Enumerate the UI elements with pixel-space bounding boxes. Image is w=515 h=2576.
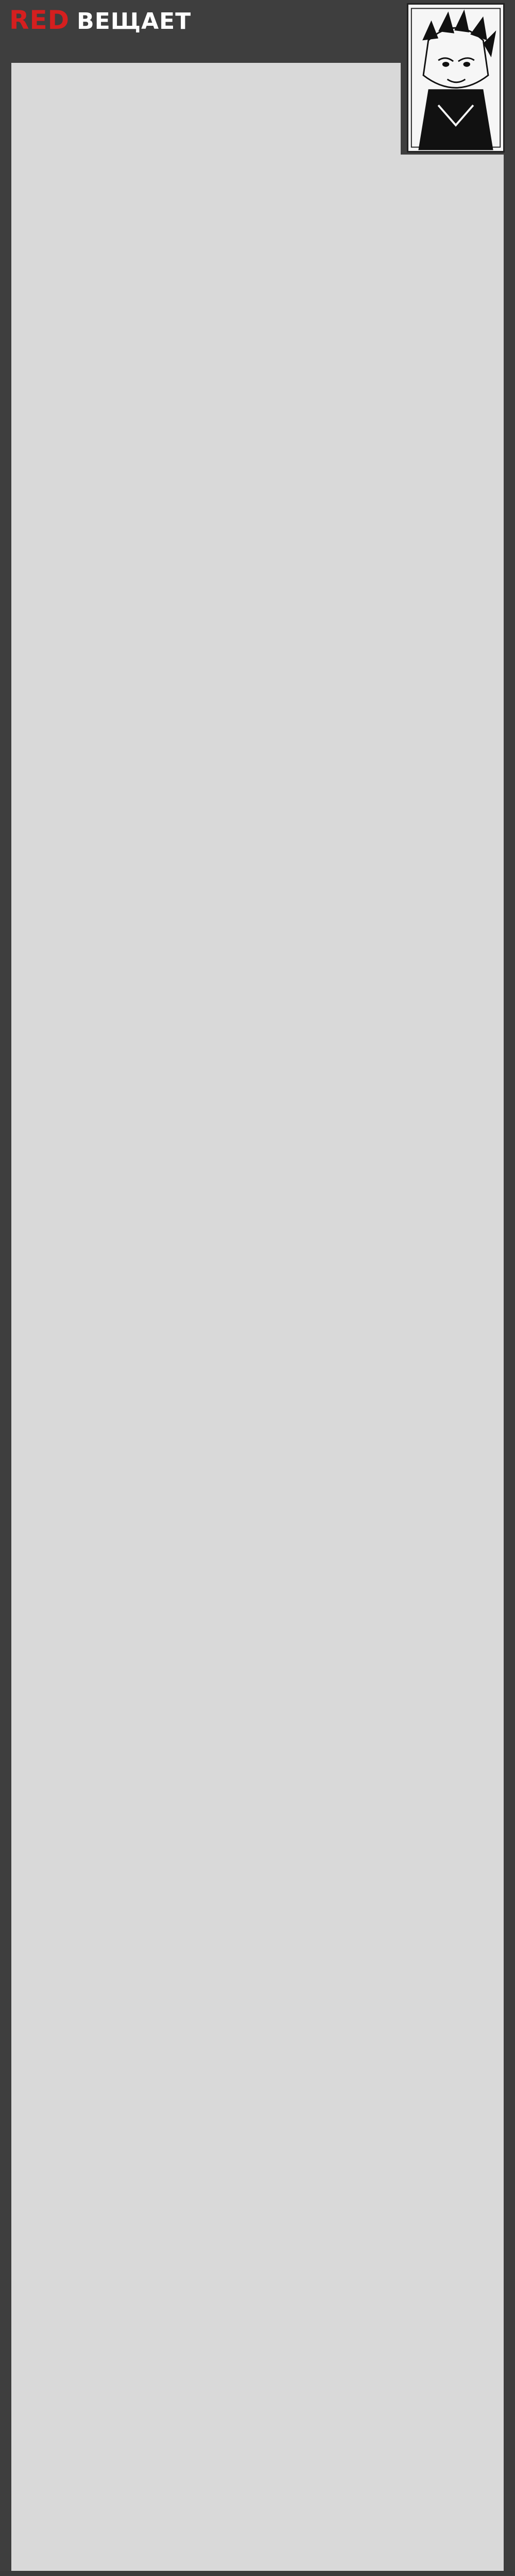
site-logo[interactable] xyxy=(9,5,191,35)
logo-red: RED xyxy=(9,5,70,35)
footer xyxy=(0,2571,515,2576)
manga-panel-illustration xyxy=(407,3,505,152)
logo-text: ВЕЩАЕТ xyxy=(77,8,192,35)
manga-character-illustration xyxy=(408,5,503,151)
post-background-wide xyxy=(11,155,504,2571)
